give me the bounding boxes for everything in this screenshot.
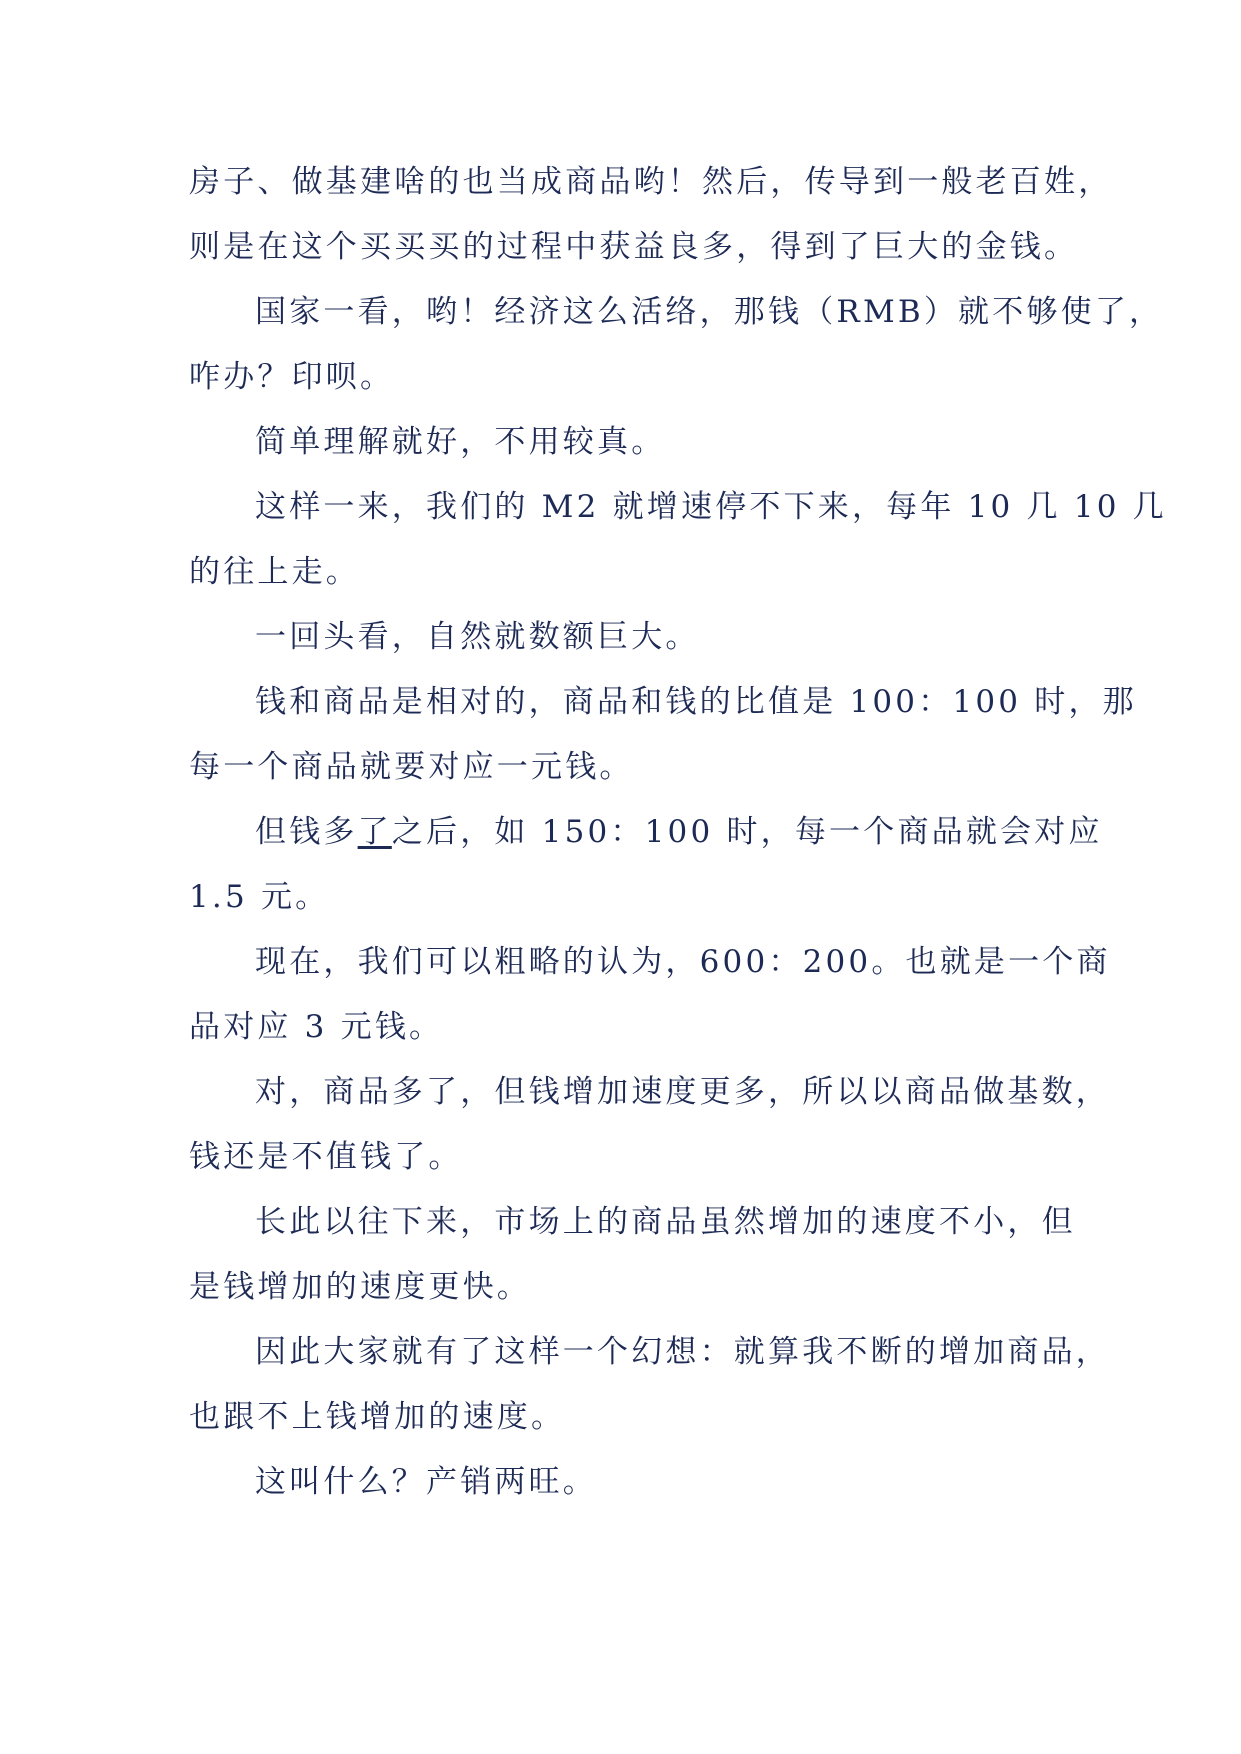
text-line-with-underline (189, 800, 1103, 865)
text-segment: 之后，如 150：100 时，每一个商品就会对应 (391, 814, 1103, 850)
text-line: 1.5 元。 (189, 879, 330, 915)
text-line: 也跟不上钱增加的速度。 (189, 1399, 566, 1435)
text-line: 国家一看，哟！经济这么活络，那钱（RMB）就不够使了， (255, 294, 1164, 330)
text-line: 品对应 3 元钱。 (189, 1009, 444, 1045)
text-line: 一回头看，自然就数额巨大。 (255, 619, 700, 655)
text-segment: 但钱多 (255, 814, 358, 850)
text-line: 钱和商品是相对的，商品和钱的比值是 100：100 时，那 (255, 684, 1137, 720)
text-line: 是钱增加的速度更快。 (189, 1269, 531, 1305)
text-line: 这样一来，我们的 M2 就增速停不下来，每年 10 几 10 几 (255, 489, 1167, 525)
document-body (189, 150, 1167, 1515)
text-line: 长此以往下来，市场上的商品虽然增加的速度不小，但 (255, 1204, 1076, 1240)
text-line: 钱还是不值钱了。 (189, 1139, 463, 1175)
text-line: 则是在这个买买买的过程中获益良多，得到了巨大的金钱。 (189, 229, 1079, 265)
text-line: 简单理解就好，不用较真。 (255, 424, 666, 460)
text-line: 现在，我们可以粗略的认为，600：200。也就是一个商 (255, 944, 1111, 980)
underlined-text: 了 (357, 814, 392, 850)
text-line: 的往上走。 (189, 554, 360, 590)
text-line: 对，商品多了，但钱增加速度更多，所以以商品做基数， (255, 1074, 1110, 1110)
text-line: 因此大家就有了这样一个幻想：就算我不断的增加商品， (255, 1334, 1110, 1370)
text-line: 这叫什么？产销两旺。 (255, 1464, 597, 1500)
text-line: 咋办？印呗。 (189, 359, 395, 395)
text-line: 每一个商品就要对应一元钱。 (189, 749, 634, 785)
text-line: 房子、做基建啥的也当成商品哟！然后，传导到一般老百姓， (189, 164, 1113, 200)
